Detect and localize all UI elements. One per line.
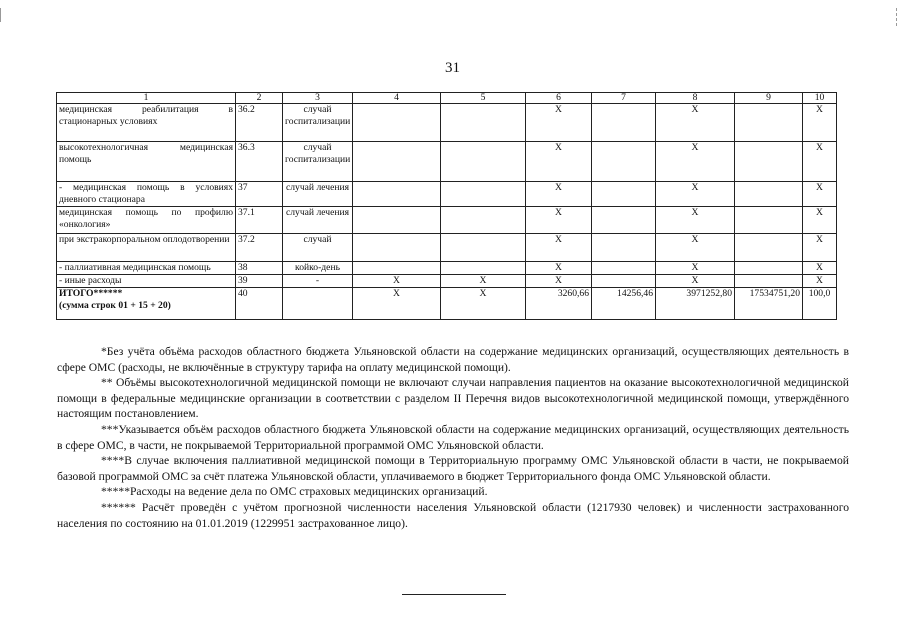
- cell-col7: [592, 182, 656, 207]
- cell-col9: [735, 104, 803, 142]
- cell-col7: [592, 262, 656, 275]
- column-header: 10: [803, 93, 837, 104]
- row-label: - иные расходы: [57, 275, 236, 288]
- cell-col10: X: [803, 275, 837, 288]
- cell-col8: X: [656, 262, 735, 275]
- row-number: 37.2: [236, 234, 283, 262]
- unit-cell: случай лечения: [283, 182, 353, 207]
- cell-col6: 3260,66: [526, 288, 592, 320]
- footnote: *Без учёта объёма расходов областного бюджета Ульяновской области на содержание медицинских организаций, осуществляющих деятельность в сфере ОМС (расходы, не включённые в структуру тарифа на оплату медицинской помощи).: [57, 345, 849, 374]
- footnote: ****В случае включения паллиативной медицинской помощи в Территориальную программу ОМС Ульяновской области в части, не покрываемой базовой программой ОМС за счёт платежа Ульяновской области, уплачиваемого в бюджет Территориального фонда ОМС Ульяновской области.: [57, 454, 849, 483]
- cell-col8: X: [656, 234, 735, 262]
- cell-col5: [441, 104, 526, 142]
- cell-col10: X: [803, 234, 837, 262]
- cell-col9: 17534751,20: [735, 288, 803, 320]
- cell-col7: [592, 275, 656, 288]
- cell-col6: X: [526, 207, 592, 234]
- cell-col6: X: [526, 234, 592, 262]
- cell-col5: [441, 142, 526, 182]
- cell-col8: X: [656, 104, 735, 142]
- cell-col7: [592, 104, 656, 142]
- cell-col9: [735, 207, 803, 234]
- cell-col5: X: [441, 275, 526, 288]
- cell-col10: X: [803, 142, 837, 182]
- column-header: 1: [57, 93, 236, 104]
- row-label: высокотехнологичная медицинская помощь: [57, 142, 236, 182]
- unit-cell: случай госпитализации: [283, 104, 353, 142]
- cell-col8: X: [656, 142, 735, 182]
- cell-col9: [735, 234, 803, 262]
- cell-col5: X: [441, 288, 526, 320]
- cell-col10: X: [803, 104, 837, 142]
- page-number: 31: [445, 60, 460, 76]
- total-formula: (сумма строк 01 + 15 + 20): [59, 300, 171, 311]
- cell-col6: X: [526, 142, 592, 182]
- column-header: 2: [236, 93, 283, 104]
- table-row: [57, 142, 837, 182]
- cell-col9: [735, 262, 803, 275]
- column-header: 5: [441, 93, 526, 104]
- row-number: 39: [236, 275, 283, 288]
- column-header: 9: [735, 93, 803, 104]
- cell-col10: X: [803, 262, 837, 275]
- cell-col7: [592, 234, 656, 262]
- table-row: [57, 182, 837, 207]
- row-label: медицинская реабилитация в стационарных условиях: [57, 104, 236, 142]
- cell-col4: [353, 207, 441, 234]
- cell-col4: [353, 142, 441, 182]
- table-header-row: [57, 93, 837, 104]
- row-label: - паллиативная медицинская помощь: [57, 262, 236, 275]
- footnotes: [57, 344, 849, 531]
- table-row: [57, 234, 837, 262]
- cell-col4: X: [353, 288, 441, 320]
- cell-col8: X: [656, 275, 735, 288]
- financing-table: [56, 92, 837, 320]
- row-number: 36.2: [236, 104, 283, 142]
- cell-col5: [441, 182, 526, 207]
- cell-col4: [353, 182, 441, 207]
- footnote: ** Объёмы высокотехнологичной медицинской помощи не включают случаи направления пациентов на оказание высокотехнологичной медицинской помощи в федеральные медицинские организации в соответствии с разделом II Перечня видов высокотехнологичной медицинской помощи, утверждённого настоящим постановлением.: [57, 376, 849, 421]
- row-number: 37.1: [236, 207, 283, 234]
- row-label: - медицинская помощь в условиях дневного стационара: [57, 182, 236, 207]
- footnote: *****Расходы на ведение дела по ОМС страховых медицинских организаций.: [101, 485, 488, 499]
- table-row: [57, 275, 837, 288]
- cell-col9: [735, 142, 803, 182]
- table-row: [57, 262, 837, 275]
- cell-col6: X: [526, 104, 592, 142]
- footnote: ***Указывается объём расходов областного бюджета Ульяновской области на содержание медицинских организаций, осуществляющих деятельность в сфере ОМС, в части, не покрываемой Территориальной программой ОМС Ульяновской области.: [57, 422, 849, 452]
- cell-col8: X: [656, 182, 735, 207]
- cell-col9: [735, 275, 803, 288]
- unit-cell: случай лечения: [283, 207, 353, 234]
- column-header: 8: [656, 93, 735, 104]
- cell-col4: X: [353, 275, 441, 288]
- scan-corner-mark: [882, 8, 897, 26]
- row-number: 37: [236, 182, 283, 207]
- table-row-total: [57, 288, 837, 320]
- cell-col8: X: [656, 207, 735, 234]
- row-number: 36.3: [236, 142, 283, 182]
- cell-col6: X: [526, 262, 592, 275]
- footnote: ****** Расчёт проведён с учётом прогнозной численности населения Ульяновской области (1217930 человек) и численности застрахованного населения по состоянию на 01.01.2019 (1229951 застрахованное лицо).: [57, 500, 849, 530]
- cell-col5: [441, 207, 526, 234]
- cell-col9: [735, 182, 803, 207]
- cell-col5: [441, 262, 526, 275]
- column-header: 7: [592, 93, 656, 104]
- cell-col7: [592, 207, 656, 234]
- column-header: 4: [353, 93, 441, 104]
- table-row: [57, 207, 837, 234]
- unit-cell: койко-день: [283, 262, 353, 275]
- cell-col10: 100,0: [803, 288, 837, 320]
- row-label: при экстракорпоральном оплодотворении: [57, 234, 236, 262]
- cell-col4: [353, 234, 441, 262]
- total-title: ИТОГО******: [59, 288, 123, 299]
- table-row: [57, 104, 837, 142]
- unit-cell: [283, 288, 353, 320]
- cell-col4: [353, 262, 441, 275]
- cell-col7: [592, 142, 656, 182]
- unit-cell: -: [283, 275, 353, 288]
- row-label: медицинская помощь по профилю «онкология»: [57, 207, 236, 234]
- unit-cell: случай госпитализации: [283, 142, 353, 182]
- column-header: 6: [526, 93, 592, 104]
- cell-col10: X: [803, 182, 837, 207]
- cell-col7: 14256,46: [592, 288, 656, 320]
- cell-col10: X: [803, 207, 837, 234]
- column-header: 3: [283, 93, 353, 104]
- cell-col6: X: [526, 275, 592, 288]
- row-number: 40: [236, 288, 283, 320]
- cell-col5: [441, 234, 526, 262]
- row-number: 38: [236, 262, 283, 275]
- total-label: [57, 288, 236, 320]
- cell-col8: 3971252,80: [656, 288, 735, 320]
- end-separator-line: [402, 594, 506, 595]
- scan-corner-mark: [0, 8, 15, 22]
- cell-col4: [353, 104, 441, 142]
- cell-col6: X: [526, 182, 592, 207]
- unit-cell: случай: [283, 234, 353, 262]
